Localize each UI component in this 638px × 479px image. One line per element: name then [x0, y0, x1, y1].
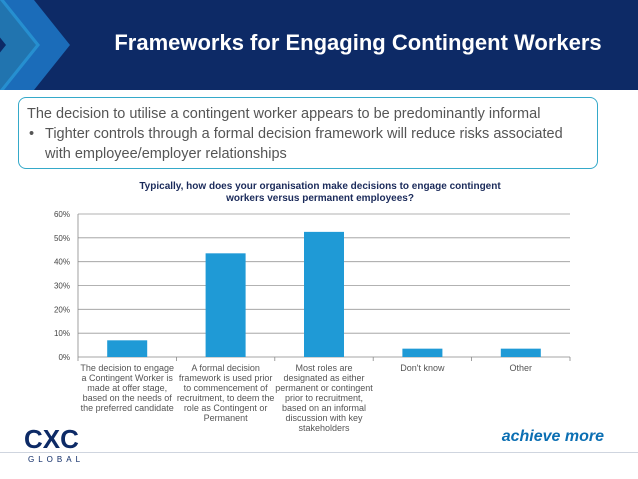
y-tick-label: 40% — [53, 257, 70, 267]
bar — [206, 253, 246, 357]
callout-bullet: • Tighter controls through a formal decision framework will reduce risks associated with employee/employer relationships — [27, 124, 589, 164]
bar — [402, 349, 442, 357]
x-category-label: Other — [509, 363, 533, 373]
y-tick-label: 0% — [58, 353, 70, 362]
x-category-label: The decision to engage a Contingent Worker is made at offer stage, based on the needs of the preferred candidate — [80, 363, 174, 413]
y-tick-label: 60% — [53, 210, 70, 219]
logo-text: CXC — [24, 424, 79, 454]
summary-callout — [18, 97, 598, 169]
logo-sub: GLOBAL — [28, 455, 85, 464]
bar — [107, 340, 147, 357]
cxc-logo — [24, 424, 104, 469]
callout-line: The decision to utilise a contingent worker appears to be predominantly informal — [27, 106, 541, 122]
y-tick-label: 20% — [53, 305, 70, 315]
page-title: Frameworks for Engaging Contingent Workers — [114, 30, 602, 55]
bar — [501, 349, 541, 357]
x-category-label: Don't know — [400, 363, 445, 373]
y-tick-label: 50% — [53, 233, 70, 243]
tagline: achieve more — [501, 428, 604, 445]
y-tick-label: 10% — [53, 329, 70, 339]
chevron-graphic — [0, 0, 90, 90]
y-tick-label: 30% — [53, 281, 70, 291]
bar — [304, 232, 344, 357]
chart-title-line1: Typically, how does your organisation make decisions to engage contingent — [139, 181, 501, 192]
x-category-label: A formal decision framework is used prior to commencement of recruitment, to deem the role as Contingent or Permanent — [176, 363, 275, 423]
chart-title-line2: workers versus permanent employees? — [226, 193, 414, 204]
x-category-label: Most roles are designated as either permanent or contingent prior to recruitment, based on an informal discussion with key stakeholders — [275, 363, 373, 433]
header-banner — [0, 0, 638, 90]
